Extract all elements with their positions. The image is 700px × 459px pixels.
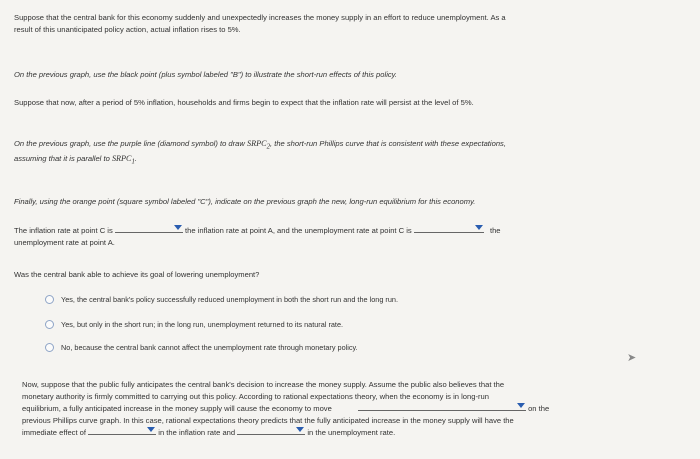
srpc1-var: $SRPC_1$ xyxy=(111,154,135,166)
chevron-down-icon xyxy=(475,225,483,230)
chevron-down-icon xyxy=(147,427,155,432)
dropdown-unemployment-effect[interactable] xyxy=(237,426,305,435)
dropdown-economy-move[interactable] xyxy=(358,402,526,411)
mouse-cursor-icon: ➤ xyxy=(627,352,637,364)
srpc2-text-a: On the previous graph, use the purple line (diamond symbol) to draw xyxy=(14,139,245,148)
dropdown-unemployment-compare[interactable] xyxy=(414,224,484,233)
option-2[interactable]: Yes, but only in the short run; in the long run, unemployment returned to its natural rate. xyxy=(45,320,343,329)
dropdown-inflation-compare[interactable] xyxy=(115,224,183,233)
question-1 xyxy=(14,224,674,248)
chevron-down-icon xyxy=(517,403,525,408)
intro-line-2: result of this unanticipated policy action, actual inflation rises to 5%. xyxy=(14,24,241,34)
instruction-point-c: Finally, using the orange point (square symbol labeled "C"), indicate on the previous graph the new, long-run equilibrium for this economy. xyxy=(14,197,476,206)
intro-line-1: Suppose that the central bank for this economy suddenly and unexpectedly increases the money supply in an effort to reduce unemployment. As a xyxy=(14,13,506,22)
chevron-down-icon xyxy=(296,427,304,432)
rational-expectations-paragraph: Now, suppose that the public fully anticipates the central bank's decision to increase the money supply. Assume the public also believes that the monetary authority is firmly committed to carrying out this policy. According to rational expectations theory, when the economy is in long-run equilibrium, a fully anticipated increase in the money supply will cause the economy to move on the previous Phillips curve graph. In this case, rational expectations theory predicts that the fully anticipated increase in the money supply will have the immediate effect of in the inflation rate and in the unemployment rate. xyxy=(22,380,550,437)
srpc2-text-c: assuming that it is parallel to xyxy=(14,154,110,164)
q1-text-c: the xyxy=(489,226,501,235)
q1-text-b: the inflation rate at point A, and the unemployment rate at point C is xyxy=(185,226,412,235)
q1-text-d: unemployment rate at point A. xyxy=(14,237,115,247)
srpc-var: $SRPC_2$ xyxy=(247,139,270,151)
dropdown-inflation-effect[interactable] xyxy=(88,426,156,435)
question-2: Was the central bank able to achieve its goal of lowering unemployment? xyxy=(14,270,260,279)
q1-text-a: The inflation rate at point C is xyxy=(14,226,113,235)
expectations-paragraph: Suppose that now, after a period of 5% inflation, households and firms begin to expect that the inflation rate will persist at the level of 5%. xyxy=(14,98,474,107)
instruction-srpc2: On the previous graph, use the purple line (diamond symbol) to draw $SRPC_2$, the short-run Phillips curve that is consistent with these expectations, assuming that it is parallel to $SRPC_1$. xyxy=(14,139,506,166)
instruction-point-b: On the previous graph, use the black point (plus symbol labeled "B") to illustrate the short-run effects of this policy. xyxy=(14,70,398,79)
radio-button[interactable] xyxy=(45,295,54,304)
option-3[interactable]: No, because the central bank cannot affect the unemployment rate through monetary policy. xyxy=(45,343,358,352)
radio-button[interactable] xyxy=(45,343,54,352)
srpc2-text-b: , the short-run Phillips curve that is consistent with these expectations, xyxy=(270,139,506,148)
chevron-down-icon xyxy=(174,225,182,230)
radio-button[interactable] xyxy=(45,320,54,329)
option-1[interactable]: Yes, the central bank's policy successfully reduced unemployment in both the short run and the long run. xyxy=(45,295,398,304)
intro-paragraph xyxy=(14,12,644,35)
